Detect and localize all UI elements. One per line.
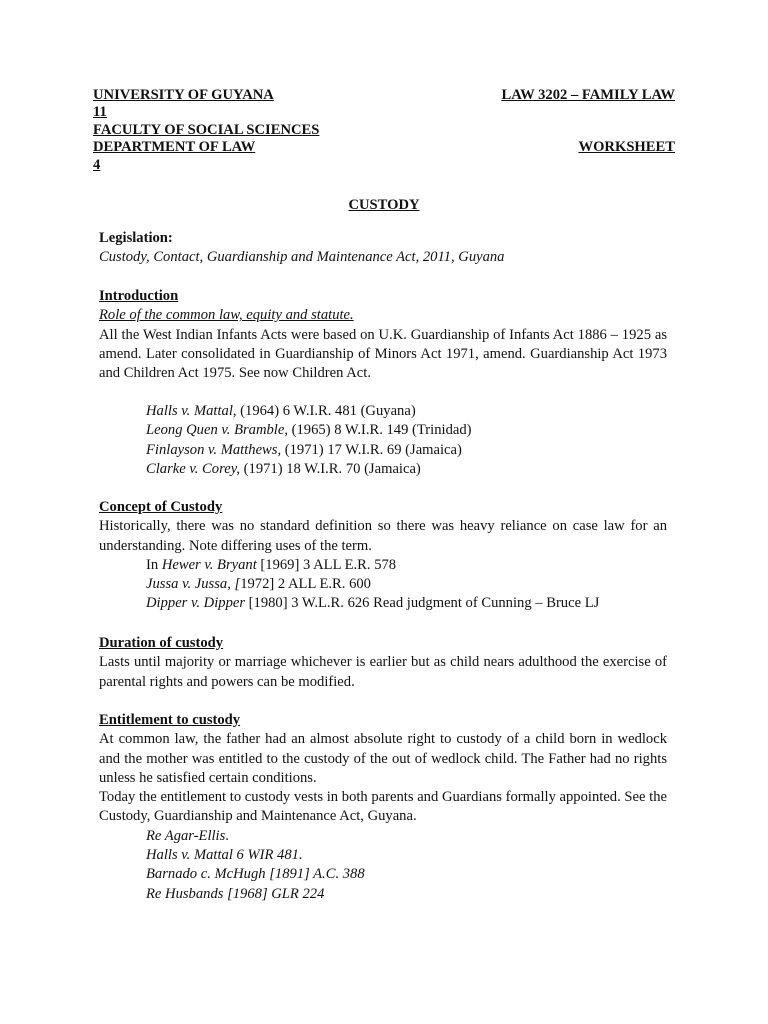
faculty-name: FACULTY OF SOCIAL SCIENCES bbox=[93, 121, 320, 138]
case-name: Finlayson v. Matthews, bbox=[146, 441, 282, 458]
entitlement-section bbox=[99, 711, 667, 904]
introduction-heading: Introduction bbox=[99, 288, 179, 304]
duration-paragraph: Lasts until majority or marriage whichever is earlier but as child nears adulthood the exercise of parental rights and powers can be modified. bbox=[99, 654, 667, 690]
case-reference: [1980] 3 W.L.R. 626 Read judgment of Cunning – Bruce LJ bbox=[245, 595, 600, 612]
case-name: Leong Quen v. Bramble, bbox=[146, 422, 288, 439]
case-citation bbox=[99, 460, 667, 479]
entitlement-paragraph-1: At common law, the father had an almost absolute right to custody of a child born in wedlock and the mother was entitled to the custody of the out of wedlock child. The Father had no rights unless he satisfied certain conditions. bbox=[99, 731, 667, 786]
case-name: Jussa v. Jussa, [ bbox=[146, 576, 241, 593]
case-name: Barnado c. McHugh [1891] A.C. 388 bbox=[146, 866, 365, 883]
legislation-act: Custody, Contact, Guardianship and Maintenance Act, 2011, Guyana bbox=[99, 249, 505, 266]
case-name: Clarke v. Corey, bbox=[146, 460, 241, 477]
case-reference: (1964) 6 W.I.R. 481 (Guyana) bbox=[236, 403, 416, 419]
case-prefix: In bbox=[146, 556, 162, 573]
case-citation bbox=[99, 421, 667, 440]
duration-section bbox=[99, 634, 667, 692]
introduction-subheading: Role of the common law, equity and statute. bbox=[99, 307, 354, 324]
case-name: Halls v. Mattal, bbox=[146, 403, 237, 419]
introduction-case-list bbox=[99, 402, 667, 479]
case-reference: (1971) 17 W.I.R. 69 (Jamaica) bbox=[281, 441, 462, 458]
case-citation bbox=[99, 827, 667, 846]
case-citation bbox=[99, 556, 667, 575]
duration-heading: Duration of custody bbox=[99, 635, 224, 651]
case-citation bbox=[99, 846, 667, 865]
case-name: Halls v. Mattal 6 WIR 481. bbox=[146, 847, 303, 864]
worksheet-label: WORKSHEET bbox=[578, 139, 675, 156]
case-reference: (1965) 8 W.I.R. 149 (Trinidad) bbox=[288, 422, 472, 439]
case-name: Dipper v. Dipper bbox=[146, 595, 246, 612]
header-row-1 bbox=[93, 87, 675, 104]
worksheet-number: 4 bbox=[93, 156, 101, 173]
case-citation bbox=[99, 575, 667, 594]
case-citation bbox=[99, 594, 667, 613]
introduction-paragraph: All the West Indian Infants Acts were based on U.K. Guardianship of Infants Act 1886 – 1925 as amend. Later consolidated in Guardianship of Minors Act 1971, amend. Guardianship Act 1973 and Children Act 1975. See now Children Act. bbox=[99, 326, 667, 382]
case-name: Re Agar-Ellis bbox=[146, 827, 226, 844]
course-code: LAW 3202 – FAMILY LAW bbox=[501, 87, 675, 103]
case-citation bbox=[99, 885, 667, 904]
case-reference: 1972] 2 ALL E.R. 600 bbox=[240, 576, 371, 593]
introduction-section bbox=[99, 287, 667, 383]
entitlement-heading: Entitlement to custody bbox=[99, 712, 241, 728]
legislation-section bbox=[99, 229, 667, 268]
university-name: UNIVERSITY OF GUYANA bbox=[93, 87, 274, 103]
case-citation bbox=[99, 441, 667, 460]
department-name: DEPARTMENT OF LAW bbox=[93, 139, 256, 156]
case-reference: [1969] 3 ALL E.R. 578 bbox=[256, 556, 397, 573]
case-name: Re Husbands [1968] GLR 224 bbox=[146, 885, 325, 902]
concept-section bbox=[99, 498, 667, 614]
course-code-suffix: 11 bbox=[93, 104, 107, 121]
case-reference: (1971) 18 W.I.R. 70 (Jamaica) bbox=[240, 460, 421, 477]
concept-heading: Concept of Custody bbox=[99, 499, 223, 515]
concept-paragraph: Historically, there was no standard definition so there was heavy reliance on case law for an understanding. Note differing uses of the term. bbox=[99, 518, 667, 554]
case-name: Hewer v. Bryant bbox=[161, 556, 257, 573]
case-citation bbox=[99, 865, 667, 884]
legislation-label: Legislation: bbox=[99, 230, 173, 246]
case-reference: . bbox=[225, 827, 229, 844]
page-title: CUSTODY bbox=[348, 197, 420, 213]
document-header bbox=[93, 87, 675, 174]
header-row-4 bbox=[93, 139, 675, 156]
entitlement-paragraph-2: Today the entitlement to custody vests in both parents and Guardians formally appointed. See the Custody, Guardianship and Maintenance Act, Guyana. bbox=[99, 789, 667, 825]
case-citation bbox=[99, 402, 667, 421]
